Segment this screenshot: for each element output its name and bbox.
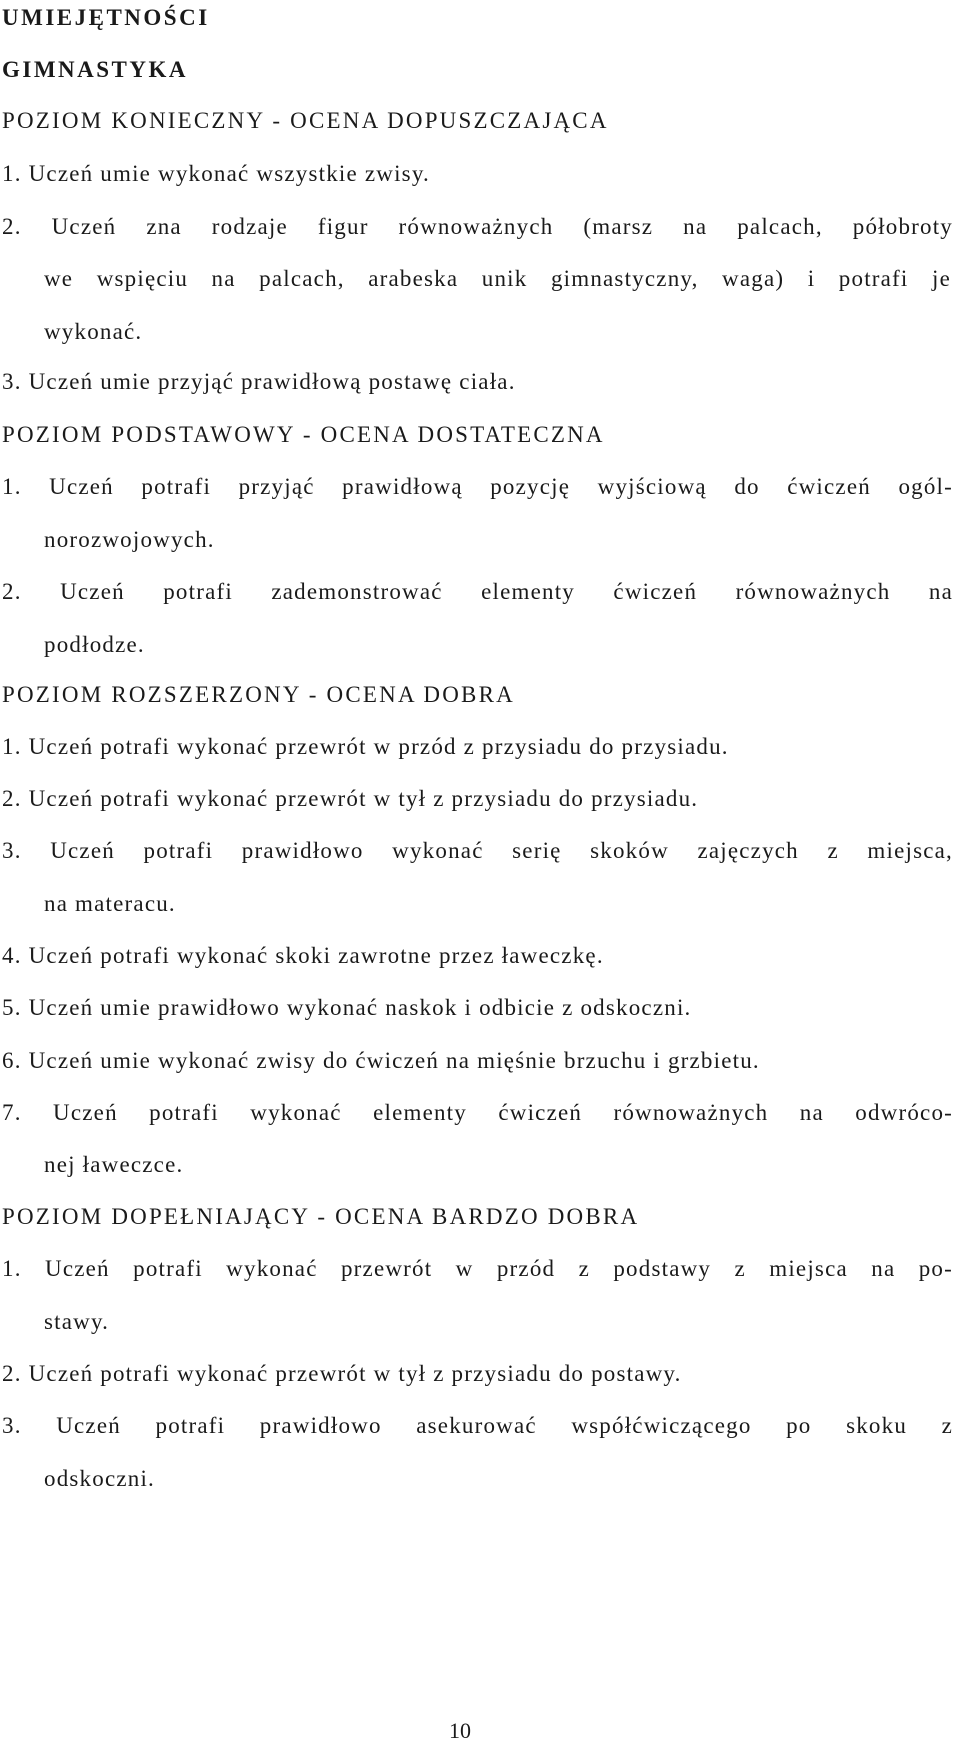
- list-item: 2. Uczeń potrafi wykonać przewrót w tył z przysiadu do postawy.: [2, 1361, 682, 1386]
- subject-heading: GIMNASTYKA: [2, 57, 189, 82]
- list-item: 1. Uczeń potrafi wykonać przewrót w przód z podstawy z miejsca na po-: [2, 1256, 953, 1281]
- list-item: 4. Uczeń potrafi wykonać skoki zawrotne przez ławeczkę.: [2, 943, 604, 968]
- list-item: 1. Uczeń potrafi wykonać przewrót w przód z przysiadu do przysiadu.: [2, 734, 729, 759]
- level-heading-rozszerzony: POZIOM ROZSZERZONY - OCENA DOBRA: [2, 682, 515, 707]
- list-item: 3. Uczeń potrafi prawidłowo wykonać serię skoków zajęczych z miejsca,: [2, 838, 953, 863]
- list-item: 6. Uczeń umie wykonać zwisy do ćwiczeń na mięśnie brzuchu i grzbietu.: [2, 1048, 760, 1073]
- list-item-continuation: nej ławeczce.: [44, 1152, 184, 1177]
- list-item-continuation: we wspięciu na palcach, arabeska unik gimnastyczny, waga) i potrafi je: [44, 266, 951, 291]
- list-item-continuation: wykonać.: [44, 319, 143, 344]
- list-item: 2. Uczeń potrafi zademonstrować elementy ćwiczeń równoważnych na: [2, 579, 953, 604]
- list-item: 7. Uczeń potrafi wykonać elementy ćwiczeń równoważnych na odwróco-: [2, 1100, 953, 1125]
- list-item: 3. Uczeń umie przyjąć prawidłową postawę ciała.: [2, 369, 516, 394]
- level-heading-podstawowy: POZIOM PODSTAWOWY - OCENA DOSTATECZNA: [2, 422, 605, 447]
- list-item: 1. Uczeń potrafi przyjąć prawidłową pozycję wyjściową do ćwiczeń ogól-: [2, 474, 953, 499]
- list-item-continuation: odskoczni.: [44, 1466, 156, 1491]
- list-item: 2. Uczeń zna rodzaje figur równoważnych (marsz na palcach, półobroty: [2, 214, 953, 239]
- list-item-continuation: norozwojowych.: [44, 527, 215, 552]
- list-item-continuation: stawy.: [44, 1309, 110, 1334]
- list-item: 2. Uczeń potrafi wykonać przewrót w tył z przysiadu do przysiadu.: [2, 786, 699, 811]
- document-title: UMIEJĘTNOŚCI: [2, 5, 210, 30]
- list-item-continuation: na materacu.: [44, 891, 176, 916]
- list-item-continuation: podłodze.: [44, 632, 145, 657]
- level-heading-dopelniajacy: POZIOM DOPEŁNIAJĄCY - OCENA BARDZO DOBRA: [2, 1204, 640, 1229]
- list-item: 3. Uczeń potrafi prawidłowo asekurować współćwiczącego po skoku z: [2, 1413, 953, 1438]
- list-item: 5. Uczeń umie prawidłowo wykonać naskok i odbicie z odskoczni.: [2, 995, 692, 1020]
- level-heading-konieczny: POZIOM KONIECZNY - OCENA DOPUSZCZAJĄCA: [2, 108, 609, 133]
- list-item: 1. Uczeń umie wykonać wszystkie zwisy.: [2, 161, 430, 186]
- page-number: 10: [449, 1718, 471, 1743]
